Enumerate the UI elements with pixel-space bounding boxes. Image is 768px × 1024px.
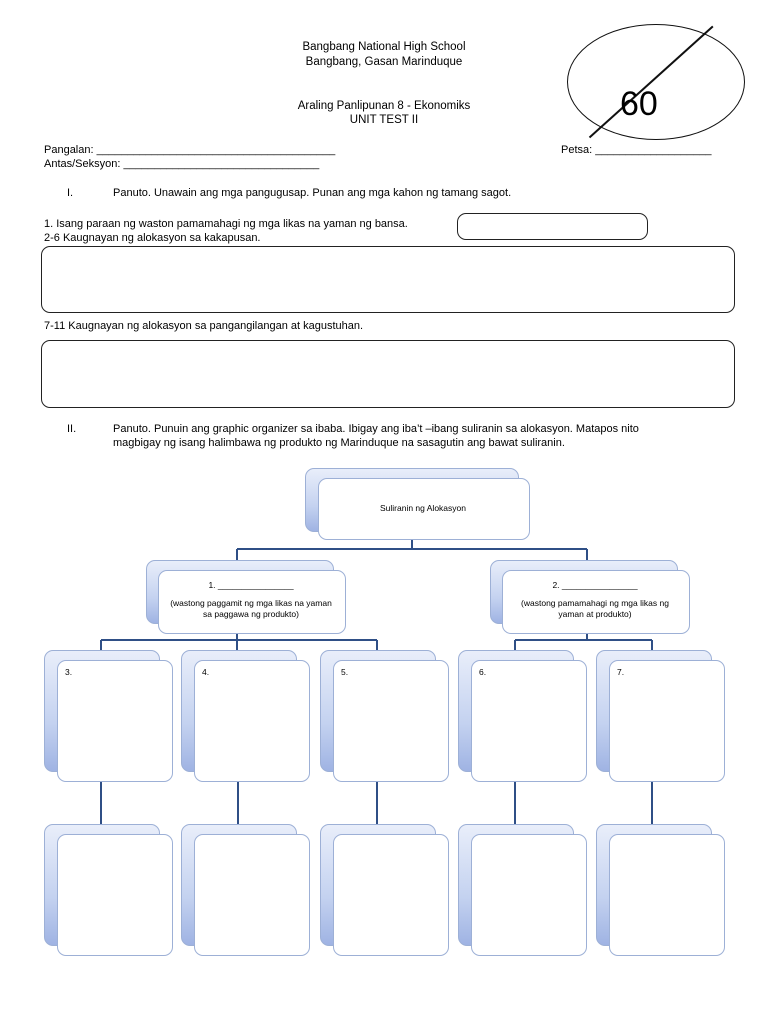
section-line: ________________________________ [123, 158, 320, 170]
question-7-11: 7-11 Kaugnayan ng alokasyon sa pangangilangan at kagustuhan. [44, 320, 364, 332]
part2-instruction-line2: magbigay ng isang halimbawa ng produkto ng Marinduque na sasagutin ang bawat suliranin. [113, 437, 565, 449]
branch1-description: (wastong paggamit ng mga likas na yaman sa paggawa ng produkto) [170, 598, 332, 619]
test-title: UNIT TEST II [349, 114, 419, 126]
date-label: Petsa: [561, 144, 593, 156]
section-label: Antas/Seksyon: [44, 158, 121, 170]
subject-title: Araling Panlipunan 8 - Ekonomiks [297, 100, 471, 112]
leaf-number: 5. [341, 667, 349, 677]
leaf-number: 4. [202, 667, 210, 677]
branch1-blank[interactable]: 1. ________________ [208, 580, 294, 590]
part2-numeral: II. [67, 423, 77, 435]
part2-instruction-line1: Panuto. Punuin ang graphic organizer sa ibaba. Ibigay ang iba’t –ibang suliranin sa alokasyon. Matapos nito [113, 423, 639, 435]
part1-numeral: I. [67, 187, 74, 199]
branch2-description: (wastong pamamahagi ng mga likas ng yaman at produkto) [521, 598, 669, 619]
branch2-blank[interactable]: 2. ________________ [552, 580, 638, 590]
school-address: Bangbang, Gasan Marinduque [305, 56, 463, 68]
leaf-number: 3. [65, 667, 73, 677]
school-name: Bangbang National High School [302, 41, 466, 53]
part1-instruction: Panuto. Unawain ang mga pangugusap. Punan ang mga kahon ng tamang sagot. [113, 187, 512, 199]
leaf-number: 6. [479, 667, 487, 677]
question-1: 1. Isang paraan ng waston pamamahagi ng mga likas na yaman ng bansa. [44, 218, 408, 230]
name-label: Pangalan: [44, 144, 94, 156]
question-2-6: 2-6 Kaugnayan ng alokasyon sa kakapusan. [44, 232, 261, 244]
date-line: ___________________ [595, 144, 712, 156]
name-line: _______________________________________ [96, 144, 336, 156]
total-score: 60 [620, 85, 658, 123]
root-label: Suliranin ng Alokasyon [379, 503, 466, 513]
leaf-number: 7. [617, 667, 625, 677]
